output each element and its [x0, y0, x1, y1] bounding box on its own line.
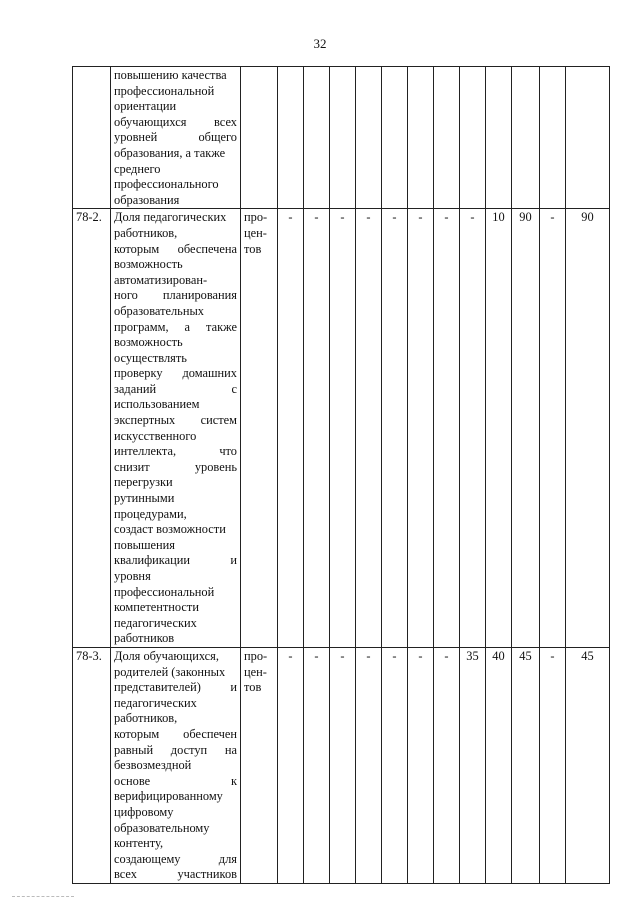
description-line: автоматизирован-: [114, 272, 208, 287]
description-line: экспертных систем: [114, 413, 237, 428]
description-line: образования: [114, 192, 180, 207]
description-line: снизит уровень: [114, 459, 237, 474]
description-line: контенту,: [114, 836, 164, 851]
description-line: создающему для: [114, 851, 237, 866]
unit-of-measure: [241, 209, 278, 648]
indicators-table: [72, 66, 610, 884]
description-line: образовательных: [114, 303, 204, 318]
description-line: профессионального: [114, 177, 219, 192]
value-cell: 35: [460, 647, 486, 883]
description-line: педагогических: [114, 695, 197, 710]
description-line: верифицированному: [114, 789, 223, 804]
description-line: уровня: [114, 569, 151, 583]
description-line: ного планирования: [114, 288, 237, 303]
description-line: заданий с: [114, 381, 237, 396]
unit-line: про-: [244, 648, 268, 663]
value-cell: 90: [566, 209, 610, 648]
value-cell: 10: [486, 209, 512, 648]
value-cell: -: [278, 647, 304, 883]
scan-edge-mark: [12, 896, 74, 897]
value-cell: -: [278, 209, 304, 648]
indicator-description: [111, 209, 241, 648]
value-cell: -: [540, 647, 566, 883]
description-line: представителей) и: [114, 680, 237, 695]
unit-line: тов: [244, 680, 262, 695]
unit-line: цен-: [244, 225, 267, 240]
unit-line: про-: [244, 210, 268, 225]
table-row: [73, 647, 610, 883]
value-cell: -: [304, 209, 330, 648]
description-line: которым обеспечена: [114, 241, 237, 256]
value-cell: -: [382, 647, 408, 883]
value-cell: -: [356, 209, 382, 648]
value-cell: [278, 67, 304, 209]
value-cell: -: [408, 209, 434, 648]
unit-line: тов: [244, 241, 262, 256]
description-line: основе к: [114, 773, 237, 788]
value-cell: [566, 67, 610, 209]
description-line: возможность: [114, 335, 183, 350]
description-line: использованием: [114, 397, 200, 412]
value-cell: -: [330, 209, 356, 648]
description-line: педагогических: [114, 615, 197, 630]
value-cell: 40: [486, 647, 512, 883]
value-cell: [304, 67, 330, 209]
value-cell: 90: [512, 209, 540, 648]
description-line: интеллекта, что: [114, 444, 237, 459]
description-line: Доля обучающихся,: [114, 648, 219, 663]
indicator-description: [111, 647, 241, 883]
description-line: работников: [114, 631, 175, 646]
value-cell: [460, 67, 486, 209]
value-cell: -: [460, 209, 486, 648]
unit-of-measure: [241, 67, 278, 209]
description-line: работников,: [114, 225, 178, 240]
description-line: рутинными: [114, 491, 175, 506]
value-cell: 45: [512, 647, 540, 883]
description-line: уровней общего: [114, 130, 237, 145]
value-cell: 45: [566, 647, 610, 883]
indicator-description: [111, 67, 241, 209]
value-cell: [486, 67, 512, 209]
description-line: искусственного: [114, 428, 197, 443]
value-cell: -: [408, 647, 434, 883]
description-line: работников,: [114, 711, 178, 726]
value-cell: [330, 67, 356, 209]
row-number: [73, 67, 111, 209]
description-line: проверку домашних: [114, 366, 237, 381]
page-number: 32: [313, 36, 327, 51]
description-line: среднего: [114, 161, 161, 176]
unit-of-measure: [241, 647, 278, 883]
row-number: 78-3.: [73, 647, 111, 883]
value-cell: -: [434, 647, 460, 883]
value-cell: -: [434, 209, 460, 648]
description-line: повышения: [114, 537, 176, 552]
description-line: программ, а также: [114, 319, 237, 334]
description-line: профессиональной: [114, 83, 215, 98]
description-line: которым обеспечен: [114, 726, 237, 741]
value-cell: [408, 67, 434, 209]
value-cell: [512, 67, 540, 209]
description-line: безвозмездной: [114, 758, 192, 773]
value-cell: [540, 67, 566, 209]
description-line: равный доступ на: [114, 742, 237, 757]
table-row: [73, 67, 610, 209]
value-cell: -: [540, 209, 566, 648]
description-line: обучающихся всех: [114, 114, 237, 129]
description-line: компетентности: [114, 600, 199, 615]
description-line: возможность: [114, 257, 183, 272]
description-line: профессиональной: [114, 584, 215, 599]
description-line: образовательному: [114, 820, 210, 835]
value-cell: -: [304, 647, 330, 883]
description-line: Доля педагогических: [114, 210, 227, 225]
value-cell: -: [330, 647, 356, 883]
description-line: ориентации: [114, 99, 177, 114]
description-line: цифровому: [114, 804, 174, 819]
description-line: создаст возможности: [114, 522, 226, 537]
unit-line: цен-: [244, 664, 267, 679]
description-line: всех участников: [114, 867, 237, 882]
value-cell: [382, 67, 408, 209]
table-row: [73, 209, 610, 648]
value-cell: [434, 67, 460, 209]
description-line: квалификации и: [114, 553, 237, 568]
description-line: осуществлять: [114, 350, 187, 365]
description-line: повышению качества: [114, 68, 227, 82]
row-number: 78-2.: [73, 209, 111, 648]
value-cell: -: [382, 209, 408, 648]
description-line: процедурами,: [114, 506, 187, 521]
value-cell: -: [356, 647, 382, 883]
description-line: родителей (законных: [114, 664, 226, 679]
description-line: образования, а также: [114, 145, 226, 160]
description-line: перегрузки: [114, 475, 173, 490]
value-cell: [356, 67, 382, 209]
